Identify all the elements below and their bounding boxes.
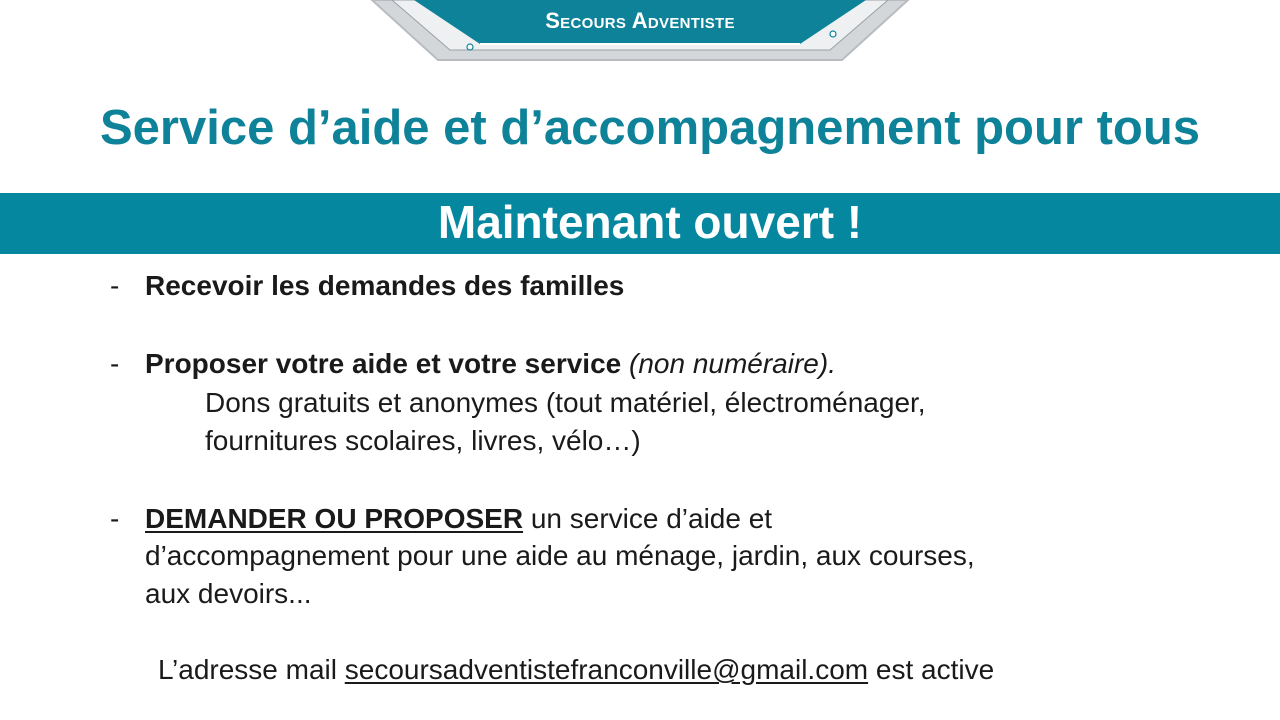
bullet-dash: - [110,270,120,301]
page-title: Service d’aide et d’accompagnement pour tous [99,101,1201,155]
item-ask-or-offer-text: un service d’aide et [523,503,773,534]
status-banner-text: Maintenant ouvert ! [437,196,863,248]
item-offer-detail-line: Dons gratuits et anonymes (tout matériel, électroménager, [205,387,926,418]
item-offer-help-bold: Proposer votre aide et votre service [145,348,622,379]
item-ask-or-offer-emphasis: DEMANDER OU PROPOSER [145,503,524,534]
item-ask-or-offer [145,502,772,536]
header-banner [0,0,1280,70]
item-offer-help-italic: (non numéraire). [621,348,836,379]
org-name: Secours Adventiste [545,8,735,33]
item-offer-help [145,347,836,381]
bullet-dash: - [110,348,120,379]
email-notice-suffix: est active [868,654,995,685]
item-ask-continuation-line: d’accompagnement pour une aide au ménage, jardin, aux courses, [145,540,975,571]
item-receive-requests: Recevoir les demandes des familles [145,270,625,301]
item-offer-detail-line: fournitures scolaires, livres, vélo…) [205,425,641,456]
email-notice-prefix: L’adresse mail [158,654,345,685]
item-ask-continuation-line: aux devoirs... [145,578,312,609]
bullet-dash: - [110,503,120,534]
email-link[interactable]: secoursadventistefranconville@gmail.com [344,654,869,685]
email-notice [158,653,994,687]
status-banner [0,193,1280,254]
